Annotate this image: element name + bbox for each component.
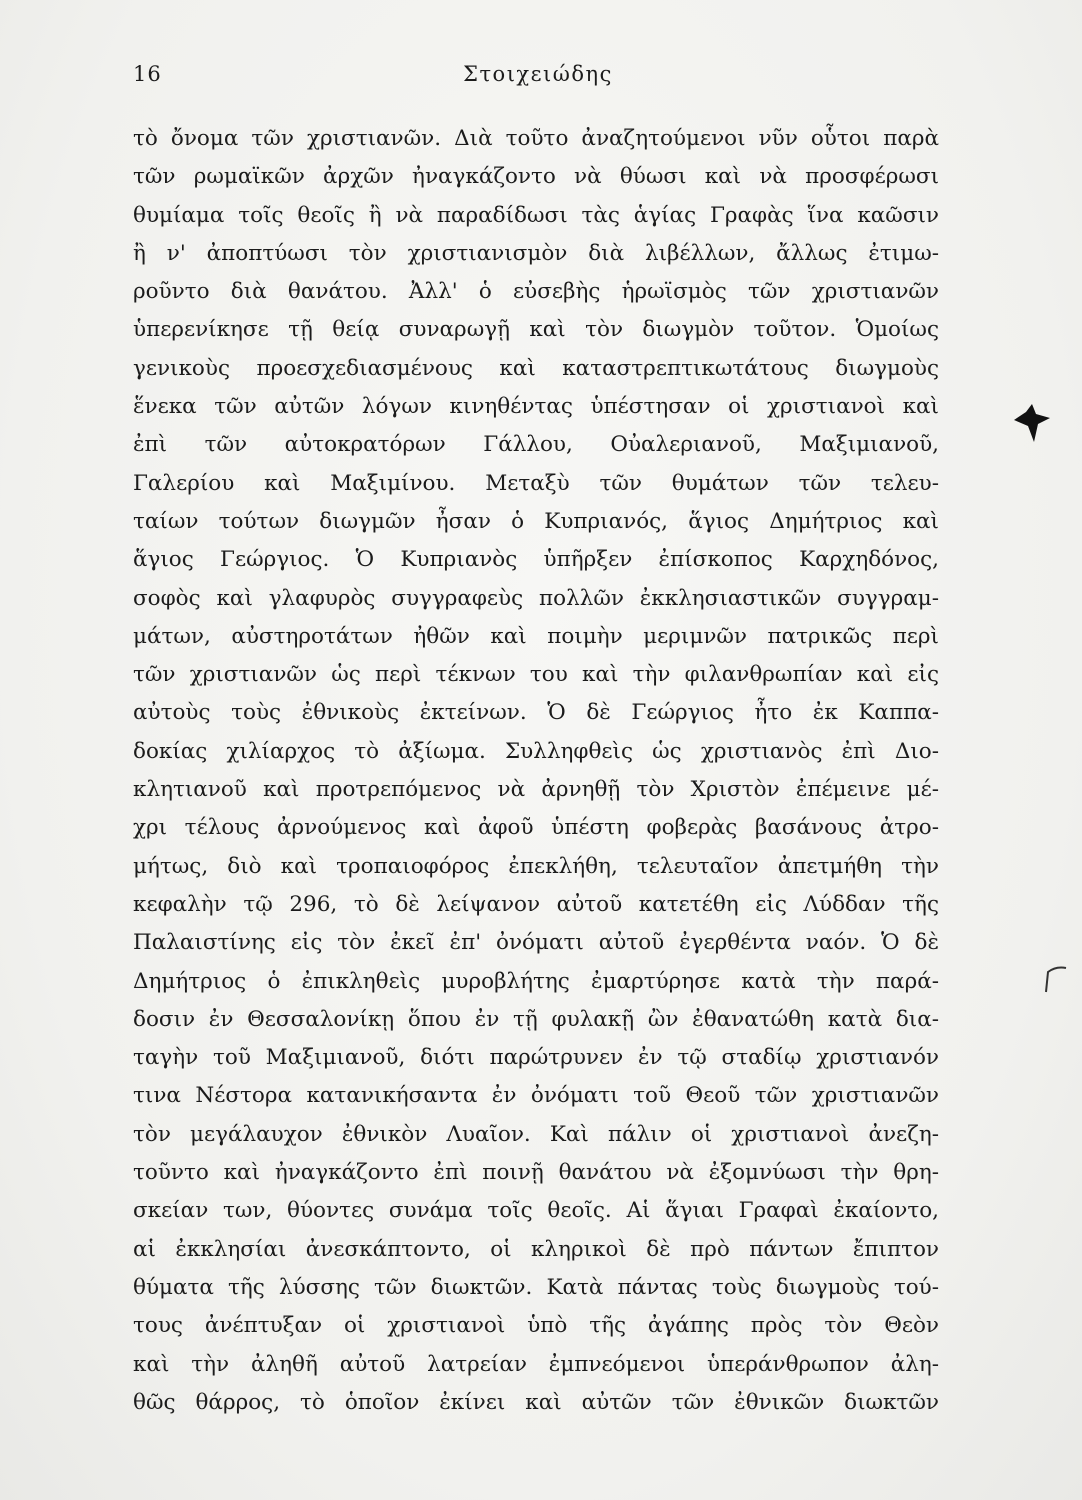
text-line: δοσιν ἐν Θεσσαλονίκῃ ὅπου ἐν τῇ φυλακῇ ὢν ἐθανατώθη κατὰ δια-	[133, 1006, 939, 1032]
text-line: κεφαλὴν τῷ 296, τὸ δὲ λείψανον αὐτοῦ κατετέθη εἰς Λύδδαν τῆς	[133, 891, 939, 917]
text-line: τινα Νέστορα κατανικήσαντα ἐν ὀνόματι τοῦ Θεοῦ τῶν χριστιανῶν	[133, 1083, 939, 1109]
text-line: ἕνεκα τῶν αὐτῶν λόγων κινηθέντας ὑπέστησαν οἱ χριστιανοὶ καὶ	[133, 394, 939, 420]
text-line: δοκίας χιλίαρχος τὸ ἀξίωμα. Συλληφθεὶς ὡς χριστιανὸς ἐπὶ Διο-	[133, 738, 939, 764]
text-line: αὐτοὺς τοὺς ἐθνικοὺς ἐκτείνων. Ὁ δὲ Γεώργιος ἦτο ἐκ Καππα-	[133, 700, 939, 726]
page-number: 16	[133, 62, 162, 86]
text-line: χρι τέλους ἀρνούμενος καὶ ἀφοῦ ὑπέστη φοβερὰς βασάνους ἀτρο-	[133, 815, 939, 841]
text-line: ἢ ν' ἀποπτύωσι τὸν χριστιανισμὸν διὰ λιβέλλων, ἄλλως ἐτιμω-	[133, 240, 939, 266]
text-line: κλητιανοῦ καὶ προτρεπόμενος νὰ ἀρνηθῇ τὸν Χριστὸν ἐπέμεινε μέ-	[133, 777, 939, 803]
text-line: Δημήτριος ὁ ἐπικληθεὶς μυροβλήτης ἐμαρτύρησε κατὰ τὴν παρά-	[133, 968, 939, 994]
text-line: καὶ τὴν ἀληθῆ αὐτοῦ λατρείαν ἐμπνεόμενοι ὑπεράνθρωπον ἀλη-	[133, 1351, 939, 1377]
ink-blot-mark	[1010, 402, 1054, 446]
text-line: αἱ ἐκκλησίαι ἀνεσκάπτοντο, οἱ κληρικοὶ δὲ πρὸ πάντων ἔπιπτον	[133, 1236, 939, 1262]
body-text	[133, 120, 939, 1422]
text-line: γενικοὺς προεσχεδιασμένους καὶ καταστρεπτικωτάτους διωγμοὺς	[133, 355, 939, 381]
text-line: τὸ ὄνομα τῶν χριστιανῶν. Διὰ τοῦτο ἀναζητούμενοι νῦν οὗτοι παρὰ	[133, 126, 939, 151]
text-line: θῶς θάρρος, τὸ ὁποῖον ἐκίνει καὶ αὐτῶν τῶν ἐθνικῶν διωκτῶν	[133, 1389, 939, 1415]
text-line: μήτως, διὸ καὶ τροπαιοφόρος ἐπεκλήθη, τελευταῖον ἀπετμήθη τὴν	[133, 853, 939, 879]
text-line: ὑπερενίκησε τῇ θείᾳ συναρωγῇ καὶ τὸν διωγμὸν τοῦτον. Ὁμοίως	[133, 317, 939, 343]
text-line: ἐπὶ τῶν αὐτοκρατόρων Γάλλου, Οὐαλεριανοῦ, Μαξιμιανοῦ,	[133, 432, 939, 458]
pencil-mark	[1036, 962, 1072, 998]
text-line: τῶν ρωμαϊκῶν ἀρχῶν ἠναγκάζοντο νὰ θύωσι καὶ νὰ προσφέρωσι	[133, 164, 939, 190]
text-line: σοφὸς καὶ γλαφυρὸς συγγραφεὺς πολλῶν ἐκκλησιαστικῶν συγγραμ-	[133, 585, 939, 611]
text-line: μάτων, αὐστηροτάτων ἠθῶν καὶ ποιμὴν μεριμνῶν πατρικῶς περὶ	[133, 623, 939, 649]
text-line: Παλαιστίνης εἰς τὸν ἐκεῖ ἐπ' ὀνόματι αὐτοῦ ἐγερθέντα ναόν. Ὁ δὲ	[133, 930, 939, 956]
text-line: θύματα τῆς λύσσης τῶν διωκτῶν. Κατὰ πάντας τοὺς διωγμοὺς τού-	[133, 1274, 939, 1300]
text-line: τὸν μεγάλαυχον ἐθνικὸν Λυαῖον. Καὶ πάλιν οἱ χριστιανοὶ ἀνεζη-	[133, 1121, 939, 1147]
text-line: τοῦντο καὶ ἠναγκάζοντο ἐπὶ ποινῇ θανάτου νὰ ἐξομνύωσι τὴν θρη-	[133, 1160, 939, 1186]
text-line: ταγὴν τοῦ Μαξιμιανοῦ, διότι παρώτρυνεν ἐν τῷ σταδίῳ χριστιανόν	[133, 1045, 939, 1071]
text-line: ἅγιος Γεώργιος. Ὁ Κυπριανὸς ὑπῆρξεν ἐπίσκοπος Καρχηδόνος,	[133, 547, 939, 573]
text-line: τῶν χριστιανῶν ὡς περὶ τέκνων του καὶ τὴν φιλανθρωπίαν καὶ εἰς	[133, 662, 939, 688]
text-line: τους ἀνέπτυξαν οἱ χριστιανοὶ ὑπὸ τῆς ἀγάπης πρὸς τὸν Θεὸν	[133, 1313, 939, 1339]
text-line: ταίων τούτων διωγμῶν ἦσαν ὁ Κυπριανός, ἅγιος Δημήτριος καὶ	[133, 508, 939, 534]
text-line: ροῦντο διὰ θανάτου. Ἀλλ' ὁ εὐσεβὴς ἡρωϊσμὸς τῶν χριστιανῶν	[133, 279, 939, 305]
text-line: θυμίαμα τοῖς θεοῖς ἢ νὰ παραδίδωσι τὰς ἁγίας Γραφὰς ἵνα καῶσιν	[133, 202, 939, 228]
text-line: Γαλερίου καὶ Μαξιμίνου. Μεταξὺ τῶν θυμάτων τῶν τελευ-	[133, 470, 939, 496]
text-line: σκείαν των, θύοντες συνάμα τοῖς θεοῖς. Αἱ ἅγιαι Γραφαὶ ἐκαίοντο,	[133, 1198, 939, 1224]
page-header	[133, 62, 943, 92]
running-title: Στοιχειώδης	[463, 62, 613, 86]
